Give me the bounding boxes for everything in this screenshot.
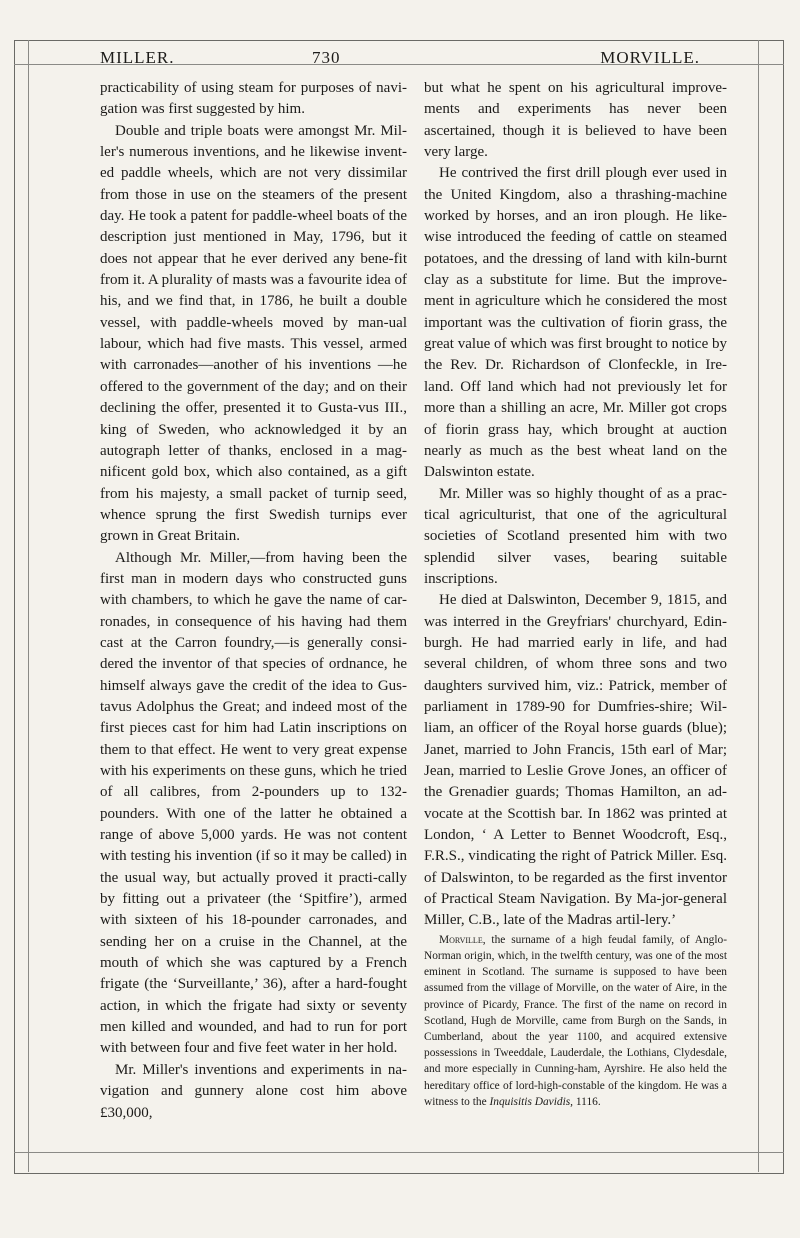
header-left-title: MILLER. — [100, 48, 175, 67]
left-column — [100, 78, 407, 1124]
frame-rule-bottom — [14, 1152, 784, 1153]
paragraph: but what he spent on his agricultural improve-ments and experiments has never been ascertained, though it is believed to have been very large. — [424, 80, 727, 161]
frame-rule-left — [28, 40, 29, 1172]
morville-entry — [424, 932, 727, 1110]
paragraph: Although Mr. Miller,—from having been the first man in modern days who constructed guns with chambers, to which he gave the name of car-ronades, in consequence of his having had them cast at the Carron foundry,—is generally consi-dered the inventor of that species of ordnance, he himself always gave the credit of the idea to Gus-tavus Adolphus the Great; and indeed most of the first pieces cast for him had Latin inscriptions on them to that effect. He went to very great expense with his experiments on these guns, which he tried of all calibres, from 2-pounders up to 132-pounders. With one of the latter he obtained a range of above 5,000 yards. He was not content with testing his invention (if so it may be called) in the usual way, but actually proved it practi-cally by fitting out a privateer (the ‘Spitfire’), armed with sixteen of his 18-pounder carronades, and sending her on a cruise in the Channel, at the mouth of which she was captured by a French frigate (the ‘Surveillante,’ 36), after a hard-fought action, in which the frigate had sixty or seventy men killed and wounded, and had to run for port with between four and five feet water in her hold. — [100, 549, 407, 1057]
paragraph: He died at Dalswinton, December 9, 1815, and was interred in the Greyfriars' churchyard, Edin-burgh. He had married early in life, and had several children, of whom three sons and two daughters survived him, viz.: Patrick, member of parliament in 1789-90 for Dumfries-shire; Wil-liam, an officer of the Royal horse guards (blue); Janet, married to John Francis, 15th earl of Mar; Jean, married to Leslie Grove Jones, an officer of the Grenadier guards; Thomas Hamilton, an ad-vocate at the Scottish bar. In 1862 was printed at London, ‘ A Letter to Bennet Woodcroft, Esq., F.R.S., vindicating the right of Patrick Miller. Esq. of Dalswinton, to be regarded as the first inventor of Practical Steam Navigation. By Ma-jor-general Miller, C.B., late of the Madras artil-lery.’ — [424, 592, 727, 929]
paragraph: Mr. Miller was so highly thought of as a prac-tical agriculturist, that one of the agricultural societies of Scotland presented him with two splendid silver vases, bearing suitable inscriptions. — [424, 485, 727, 587]
entry-body: the surname of a high feudal family, of Anglo-Norman origin, which, in the twelfth century, was one of the most eminent in Scotland. The surname is supposed to have been assumed from the village of Morville, on the water of Aire, in the province of Picardy, France. The first of the name on record in Scotland, Hugh de Morville, came from Burgh on the Sands, in Cumberland, about the year 1100, and acquired extensive possessions in Tweeddale, Lauderdale, the Lothians, Clydesdale, and more especially in Cunning-ham, Ayrshire. He also held the hereditary office of lord-high-constable of the kingdom. He was a witness to the — [424, 933, 727, 1108]
page-number: 730 — [312, 48, 341, 67]
paragraph: He contrived the first drill plough ever used in the United Kingdom, also a thrashing-machine worked by horses, and an iron plough. He like-wise introduced the feeding of cattle on steamed potatoes, and the dressing of land with kiln-burnt clay as a substitute for lime. But the improve-ment in agriculture which he considered the most important was the cultivation of fiorin grass, the great value of which was first brought to notice by the Rev. Dr. Richardson of Clonfeckle, in Ire-land. Off land which had not previously let for more than a shilling an acre, Mr. Miller got crops of fiorin grass hay, which brought at auction nearly as much as the best wheat land on the Dalswinton estate. — [424, 165, 727, 481]
running-header — [100, 48, 700, 68]
paragraph: Double and triple boats were amongst Mr. Mil-ler's numerous inventions, and he likewise invent-ed paddle wheels, which are not very dissimilar from those in use on the steamers of the present day. He took a patent for paddle-wheel boats of the description just mentioned in May, 1796, but it does not appear that he ever derived any bene-fit from it. A plurality of masts was a favourite idea of his, and we find that, in 1786, he built a double vessel, with paddle-wheels moved by man-ual labour, which had five masts. This vessel, armed with carronades—another of his inventions —he offered to the government of the day; and on their declining the offer, presented it to Gusta-vus III., king of Sweden, who acknowledged it by an autograph letter of thanks, enclosed in a mag-nificent gold box, which also contained, as a gift from his majesty, a small packet of turnip seed, whence sprung the first Swedish turnips ever grown in Great Britain. — [100, 122, 408, 545]
paragraph: Mr. Miller's inventions and experiments in na-vigation and gunnery alone cost him above £30,000, — [100, 1061, 407, 1121]
entry-tail: 1116. — [573, 1095, 601, 1108]
entry-headword: Morville, — [439, 933, 486, 946]
header-right-title: MORVILLE. — [600, 48, 700, 67]
right-column — [424, 78, 727, 1110]
paragraph: practicability of using steam for purposes of navi-gation was first suggested by him. — [100, 80, 407, 118]
entry-citation: Inquisitis Davidis, — [489, 1095, 574, 1108]
frame-rule-right — [758, 40, 759, 1172]
